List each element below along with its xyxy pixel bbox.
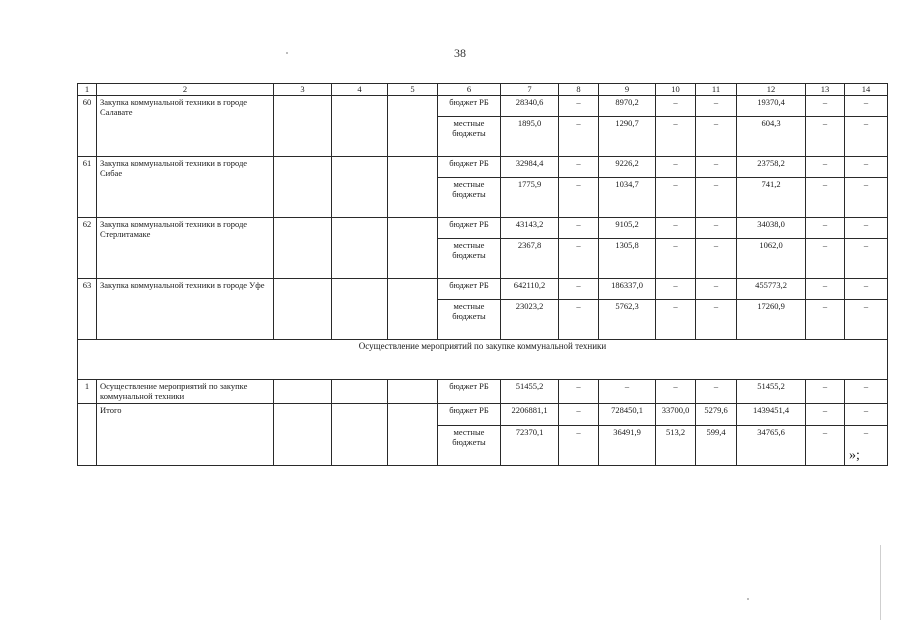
value-cell: – [656, 380, 696, 404]
table-row [78, 380, 888, 404]
value-cell: 28340,6 [501, 96, 559, 117]
value-cell: – [559, 239, 599, 279]
value-cell: – [845, 426, 888, 466]
scan-speck [747, 598, 749, 600]
column-number: 10 [656, 84, 696, 96]
item-number: 60 [78, 96, 97, 157]
value-cell: 1062,0 [737, 239, 806, 279]
value-cell: 8970,2 [599, 96, 656, 117]
funding-source: местные бюджеты [438, 178, 501, 218]
value-cell: 2206881,1 [501, 404, 559, 426]
column-number: 12 [737, 84, 806, 96]
value-cell: – [656, 218, 696, 239]
value-cell: – [696, 218, 737, 239]
total-row [78, 404, 888, 426]
value-cell: 34038,0 [737, 218, 806, 239]
column-number: 6 [438, 84, 501, 96]
section-row [78, 340, 888, 380]
column-number: 2 [97, 84, 274, 96]
value-cell: – [845, 300, 888, 340]
value-cell: – [696, 380, 737, 404]
value-cell: 728450,1 [599, 404, 656, 426]
item-number: 62 [78, 218, 97, 279]
value-cell: – [656, 96, 696, 117]
value-cell: 19370,4 [737, 96, 806, 117]
table-row [78, 96, 888, 117]
funding-source: бюджет РБ [438, 279, 501, 300]
column-number: 13 [806, 84, 845, 96]
value-cell: – [559, 96, 599, 117]
value-cell: – [845, 279, 888, 300]
value-cell: 604,3 [737, 117, 806, 157]
funding-source: местные бюджеты [438, 300, 501, 340]
value-cell: – [806, 426, 845, 466]
value-cell: – [806, 117, 845, 157]
value-cell: – [845, 178, 888, 218]
value-cell: – [845, 117, 888, 157]
value-cell: 1895,0 [501, 117, 559, 157]
value-cell: – [696, 96, 737, 117]
item-name: Закупка коммунальной техники в городе Уфе [97, 279, 274, 340]
value-cell: 1439451,4 [737, 404, 806, 426]
item-name: Закупка коммунальной техники в городе Сибае [97, 157, 274, 218]
value-cell: – [599, 380, 656, 404]
item-number: 1 [78, 380, 97, 404]
value-cell: – [656, 239, 696, 279]
value-cell: – [559, 178, 599, 218]
value-cell: 1290,7 [599, 117, 656, 157]
item-name: Закупка коммунальной техники в городе Стерлитамаке [97, 218, 274, 279]
value-cell: – [559, 157, 599, 178]
value-cell: 9105,2 [599, 218, 656, 239]
total-label: Итого [97, 404, 274, 466]
funding-source: бюджет РБ [438, 380, 501, 404]
value-cell: – [656, 300, 696, 340]
funding-source: бюджет РБ [438, 157, 501, 178]
column-number: 7 [501, 84, 559, 96]
value-cell: – [806, 157, 845, 178]
value-cell: 599,4 [696, 426, 737, 466]
item-name: Закупка коммунальной техники в городе Салавате [97, 96, 274, 157]
value-cell: 51455,2 [501, 380, 559, 404]
funding-source: бюджет РБ [438, 96, 501, 117]
closing-quote-mark: »; [849, 448, 860, 463]
column-number: 1 [78, 84, 97, 96]
value-cell: – [696, 117, 737, 157]
scan-speck [286, 52, 288, 54]
value-cell: – [845, 96, 888, 117]
value-cell: 72370,1 [501, 426, 559, 466]
value-cell: 5762,3 [599, 300, 656, 340]
column-number: 11 [696, 84, 737, 96]
budget-table [77, 83, 888, 466]
value-cell: 32984,4 [501, 157, 559, 178]
value-cell: – [656, 178, 696, 218]
value-cell: 513,2 [656, 426, 696, 466]
funding-source: местные бюджеты [438, 426, 501, 466]
value-cell: – [559, 279, 599, 300]
value-cell: – [806, 380, 845, 404]
funding-source: бюджет РБ [438, 218, 501, 239]
value-cell: – [806, 404, 845, 426]
value-cell: 642110,2 [501, 279, 559, 300]
value-cell: – [806, 96, 845, 117]
funding-source: бюджет РБ [438, 404, 501, 426]
value-cell: 5279,6 [696, 404, 737, 426]
section-title: Осуществление мероприятий по закупке коммунальной техники [78, 340, 888, 380]
value-cell: – [559, 404, 599, 426]
value-cell: – [806, 279, 845, 300]
value-cell: – [656, 157, 696, 178]
page-number: 38 [454, 46, 466, 60]
value-cell: – [845, 404, 888, 426]
value-cell: 17260,9 [737, 300, 806, 340]
funding-source: местные бюджеты [438, 239, 501, 279]
funding-source: местные бюджеты [438, 117, 501, 157]
item-number: 61 [78, 157, 97, 218]
value-cell: – [559, 380, 599, 404]
value-cell: 2367,8 [501, 239, 559, 279]
value-cell: – [696, 178, 737, 218]
value-cell: – [845, 380, 888, 404]
table-row [78, 279, 888, 300]
value-cell: 34765,6 [737, 426, 806, 466]
value-cell: – [806, 218, 845, 239]
item-number: 63 [78, 279, 97, 340]
value-cell: – [559, 117, 599, 157]
column-number: 14 [845, 84, 888, 96]
value-cell: 1775,9 [501, 178, 559, 218]
table-row [78, 157, 888, 178]
value-cell: – [696, 157, 737, 178]
value-cell: 1305,8 [599, 239, 656, 279]
value-cell: 33700,0 [656, 404, 696, 426]
column-number: 9 [599, 84, 656, 96]
value-cell: – [656, 117, 696, 157]
value-cell: – [656, 279, 696, 300]
value-cell: – [806, 178, 845, 218]
value-cell: 23023,2 [501, 300, 559, 340]
value-cell: – [696, 300, 737, 340]
value-cell: 43143,2 [501, 218, 559, 239]
value-cell: 51455,2 [737, 380, 806, 404]
column-number: 5 [388, 84, 438, 96]
value-cell: – [845, 157, 888, 178]
value-cell: 455773,2 [737, 279, 806, 300]
value-cell: 186337,0 [599, 279, 656, 300]
value-cell: – [806, 239, 845, 279]
item-name: Осуществление мероприятий по закупке коммунальной техники [97, 380, 274, 404]
column-number: 3 [274, 84, 332, 96]
value-cell: 9226,2 [599, 157, 656, 178]
value-cell: – [806, 300, 845, 340]
scan-margin-line [880, 545, 881, 620]
value-cell: – [559, 426, 599, 466]
value-cell: 1034,7 [599, 178, 656, 218]
column-number: 4 [332, 84, 388, 96]
value-cell: 741,2 [737, 178, 806, 218]
value-cell: 36491,9 [599, 426, 656, 466]
value-cell: – [845, 239, 888, 279]
column-number: 8 [559, 84, 599, 96]
value-cell: – [845, 218, 888, 239]
value-cell: – [696, 239, 737, 279]
value-cell: – [559, 300, 599, 340]
column-number-row [78, 84, 888, 96]
table-row [78, 218, 888, 239]
value-cell: 23758,2 [737, 157, 806, 178]
value-cell: – [559, 218, 599, 239]
value-cell: – [696, 279, 737, 300]
